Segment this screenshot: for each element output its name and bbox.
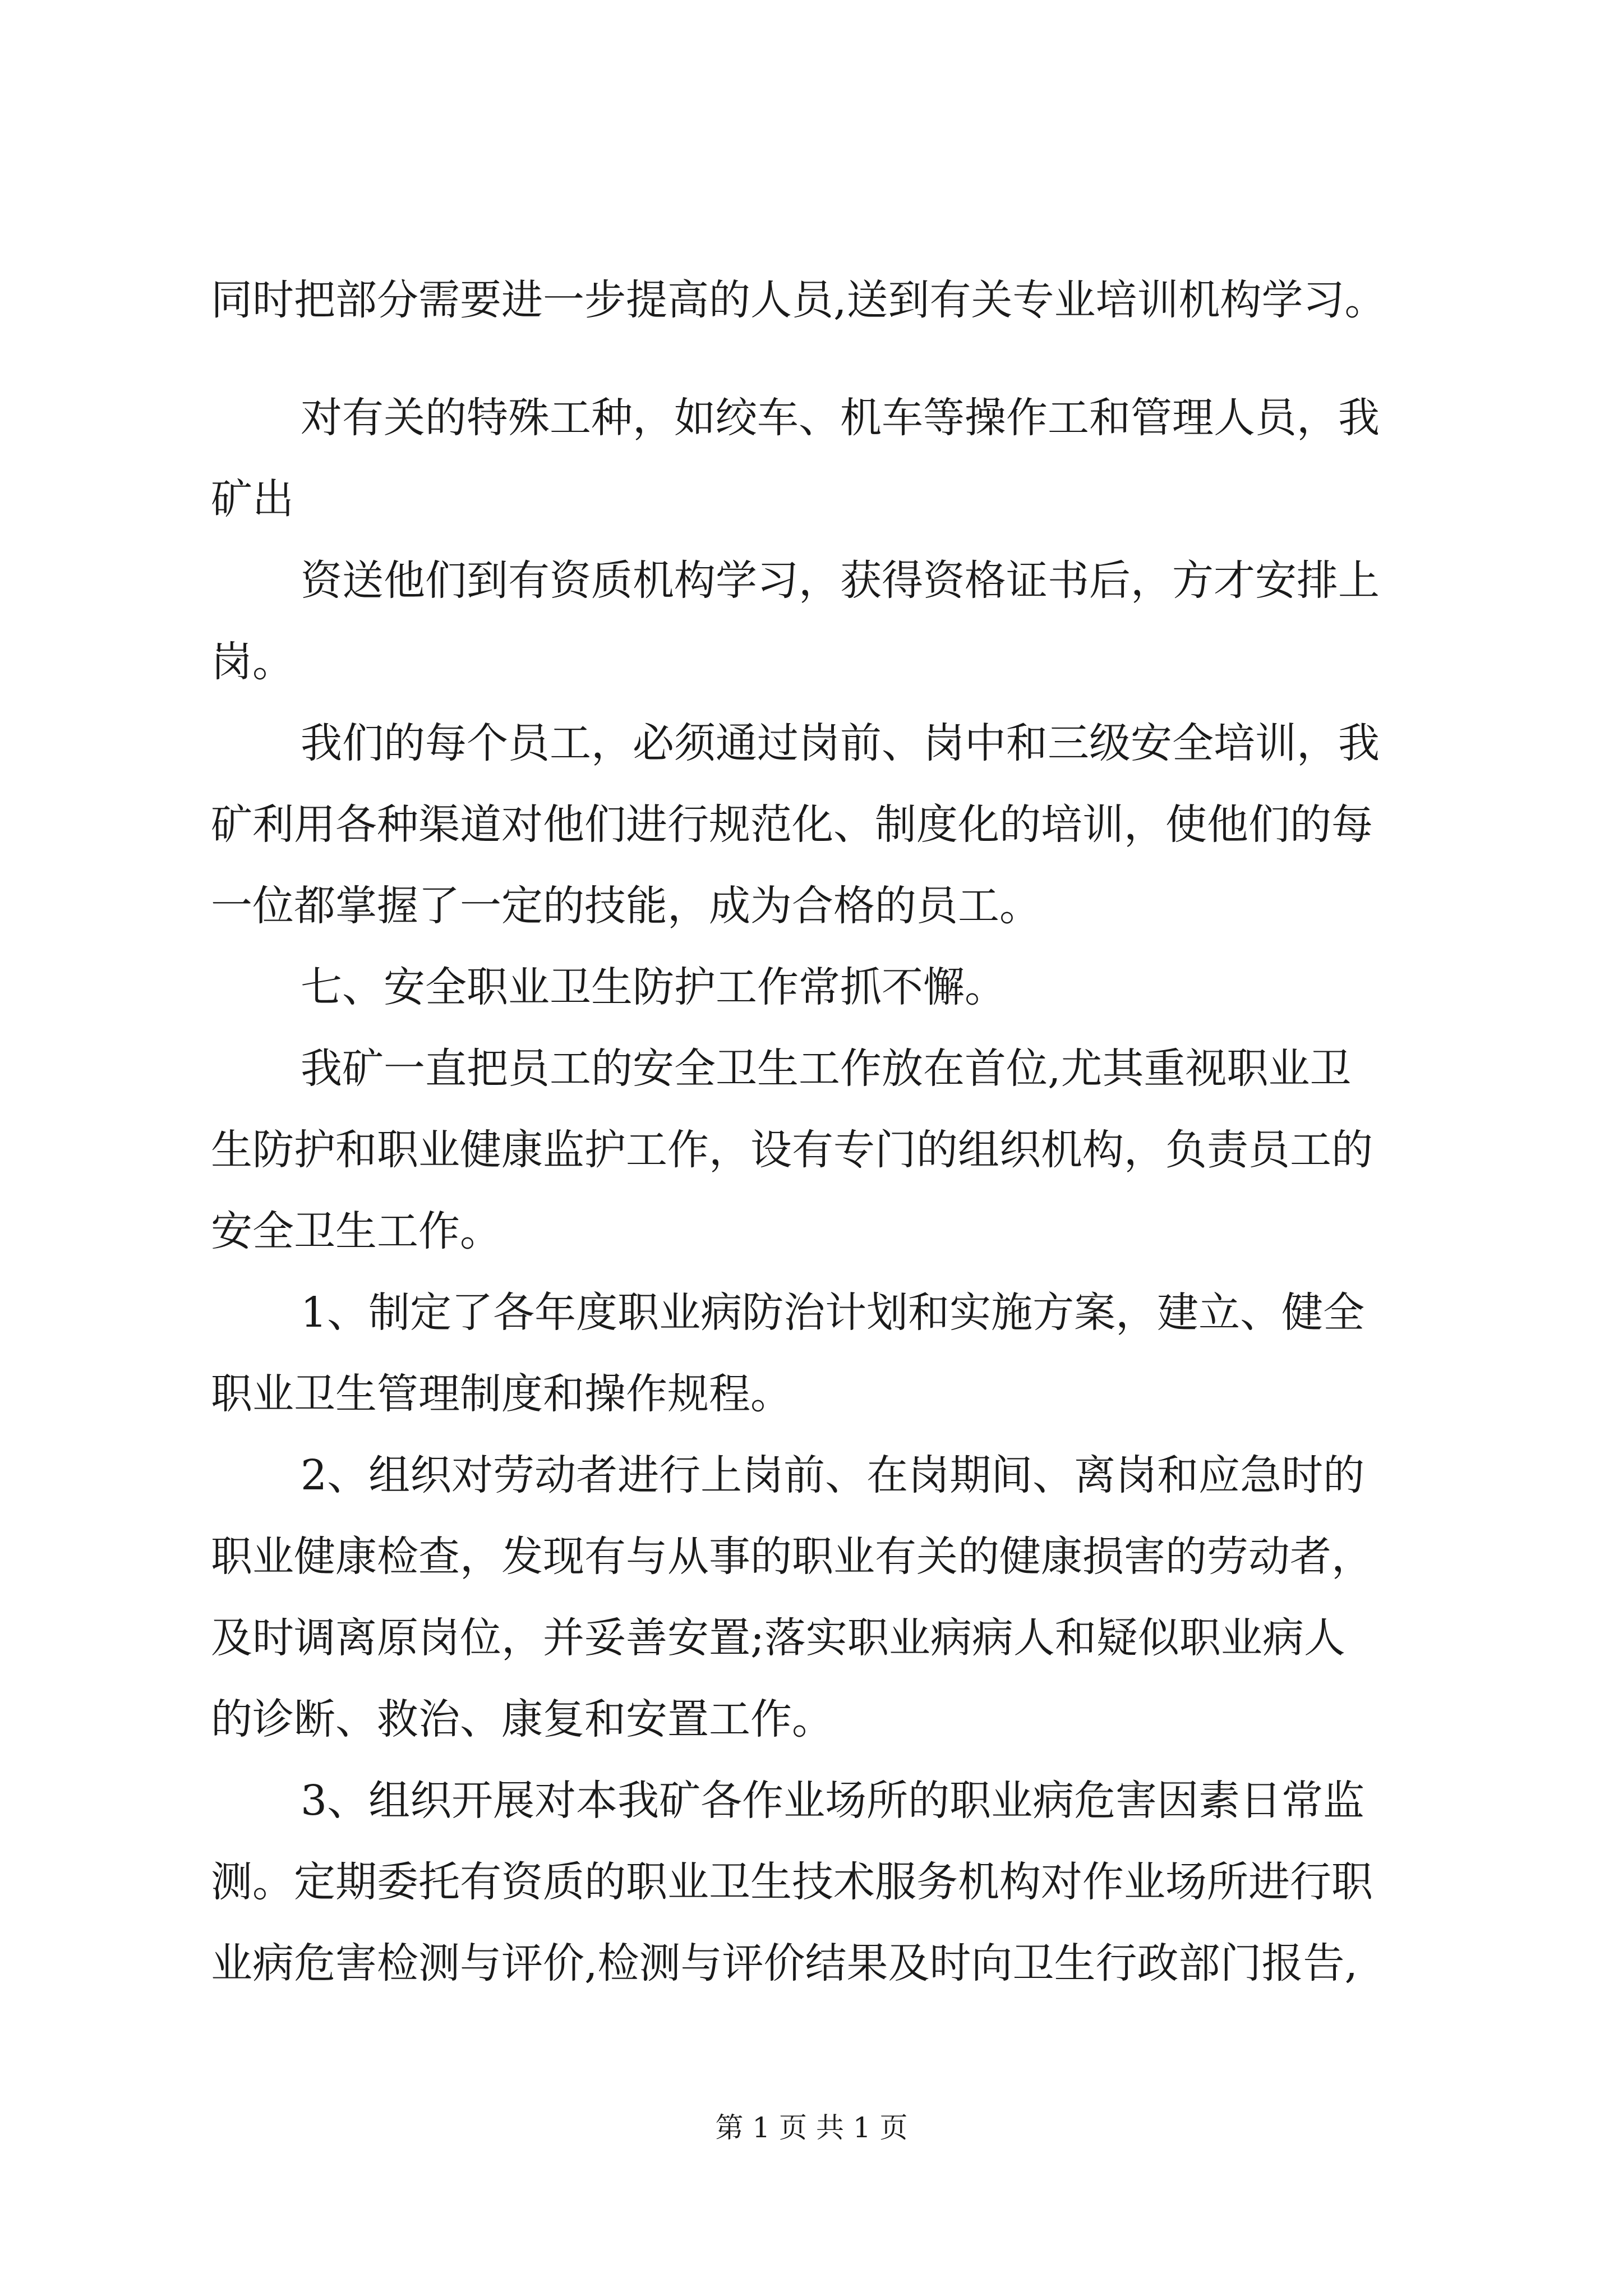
text-line: 职业健康检查，发现有与从事的职业有关的健康损害的劳动者， xyxy=(211,1533,1373,1581)
text-line: 同时把部分需要进一步提高的人员,送到有关专业培训机构学习。 xyxy=(211,276,1386,324)
text-line: 岗。 xyxy=(211,638,294,686)
text-line: 我们的每个员工，必须通过岗前、岗中和三级安全培训，我 xyxy=(301,719,1380,767)
text-line: 安全卫生工作。 xyxy=(211,1207,501,1255)
text-line: 1、制定了各年度职业病防治计划和实施方案，建立、健全 xyxy=(301,1289,1365,1337)
text-line: 职业卫生管理制度和操作规程。 xyxy=(211,1370,792,1418)
text-line: 测。定期委托有资质的职业卫生技术服务机构对作业场所进行职 xyxy=(211,1858,1373,1906)
text-line: 资送他们到有资质机构学习，获得资格证书后，方才安排上 xyxy=(301,556,1380,605)
section-heading: 七、安全职业卫生防护工作常抓不懈。 xyxy=(301,963,1006,1011)
text-line: 一位都掌握了一定的技能，成为合格的员工。 xyxy=(211,882,1041,930)
text-line: 矿利用各种渠道对他们进行规范化、制度化的培训，使他们的每 xyxy=(211,800,1373,849)
text-line: 业病危害检测与评价,检测与评价结果及时向卫生行政部门报告, xyxy=(211,1939,1358,1987)
text-line: 矿出 xyxy=(211,475,294,523)
text-line: 及时调离原岗位，并妥善安置;落实职业病病人和疑似职业病人 xyxy=(211,1614,1345,1662)
text-line: 生防护和职业健康监护工作，设有专门的组织机构，负责员工的 xyxy=(211,1126,1373,1174)
text-line: 我矿一直把员工的安全卫生工作放在首位,尤其重视职业卫 xyxy=(301,1045,1352,1093)
text-line: 的诊断、救治、康复和安置工作。 xyxy=(211,1695,833,1743)
page-number-footer: 第 1 页 共 1 页 xyxy=(715,2111,908,2144)
text-line: 对有关的特殊工种，如绞车、机车等操作工和管理人员，我 xyxy=(301,394,1380,442)
text-line: 3、组织开展对本我矿各作业场所的职业病危害因素日常监 xyxy=(301,1777,1365,1825)
text-line: 2、组织对劳动者进行上岗前、在岗期间、离岗和应急时的 xyxy=(301,1451,1365,1499)
